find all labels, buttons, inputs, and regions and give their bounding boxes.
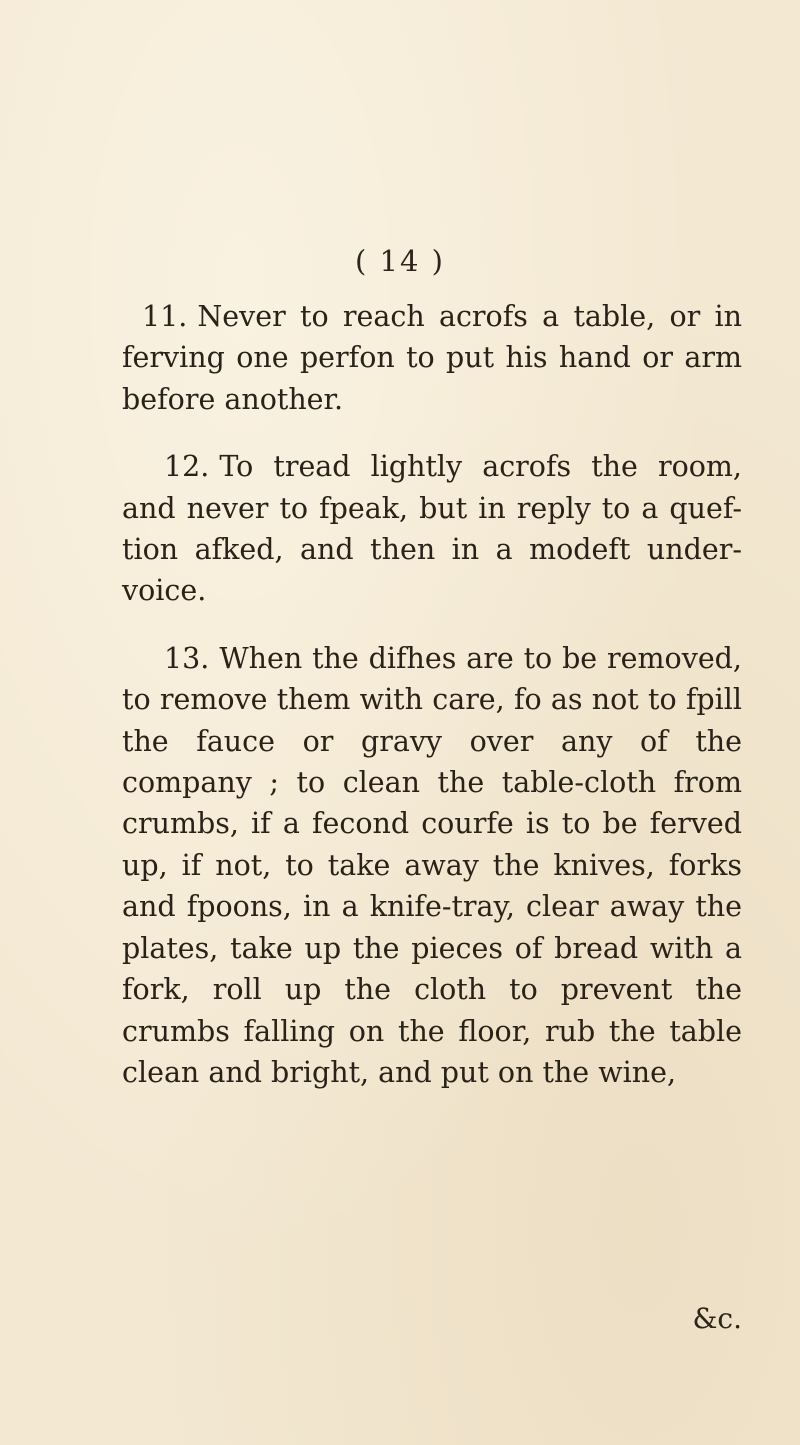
paragraph-number: 12. (164, 450, 210, 484)
paragraph-number: 11. (142, 300, 188, 333)
paragraph-text: When the difhes are to be removed, to remove them with care, fo as not to fpill the fauce or gravy over any of the company ; to clean the table-cloth from crumbs, if a fecond courfe is to be ferved up, if not, to take away the knives, forks and fpoons, in a knife-tray, clear away the plates, take up the pieces of bread with a fork, roll up the cloth to prevent the crumbs falling on the floor, rub the table clean and bright, and put on the wine, (122, 641, 742, 1089)
page-number: ( 14 ) (355, 244, 445, 278)
paragraph-11 (122, 296, 742, 420)
paragraph-number: 13. (164, 641, 210, 675)
page-body (122, 296, 742, 1119)
paragraph-text: To tread lightly acrofs the room, and never to fpeak, but in reply to a quef- tion afked, and then in a modeft under- voice. (122, 450, 742, 608)
paragraph-13 (122, 638, 742, 1093)
paragraph-text: Never to reach acrofs a table, or in ferving one perfon to put his hand or arm before another. (122, 300, 742, 416)
catchword: &c. (692, 1302, 742, 1335)
paragraph-12 (122, 446, 742, 612)
